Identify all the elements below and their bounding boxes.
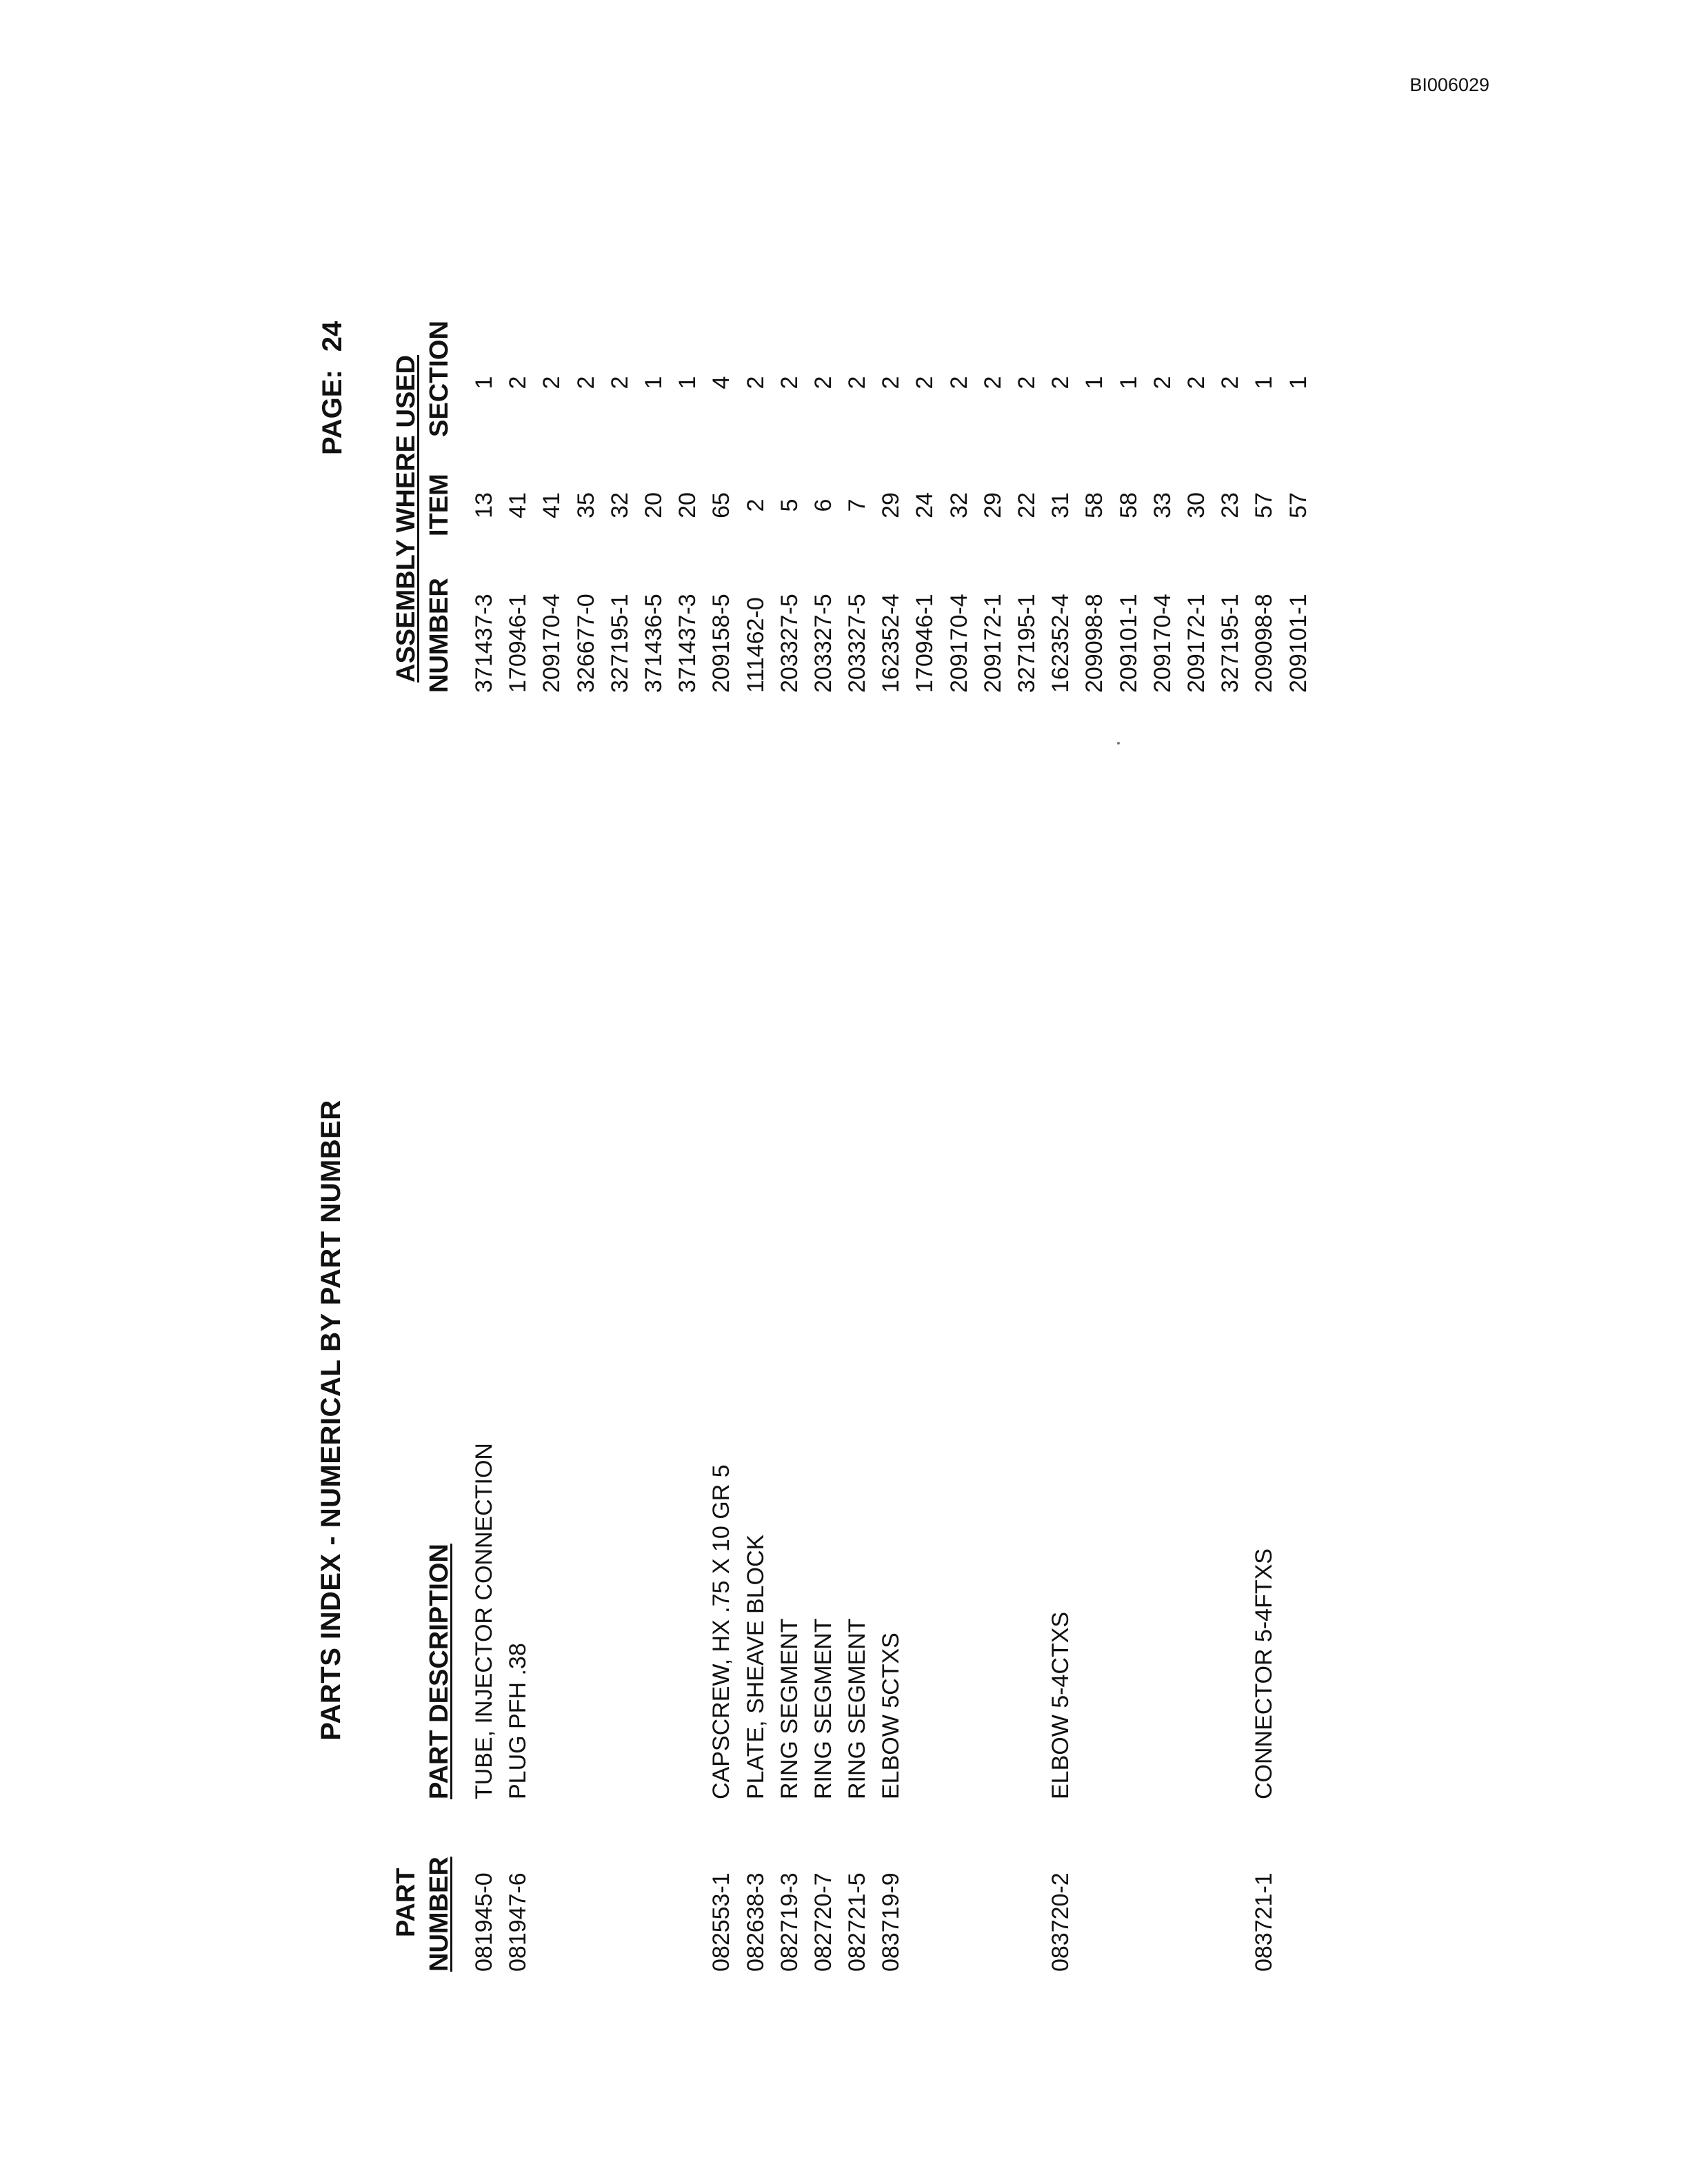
assembly-number-cell: 326677-0 bbox=[572, 594, 599, 693]
section-cell: 2 bbox=[1047, 376, 1074, 390]
header-assembly-where-used: ASSEMBLY WHERE USED bbox=[392, 354, 421, 682]
part-number-cell: 082720-7 bbox=[810, 1872, 836, 1972]
item-cell: 58 bbox=[1081, 492, 1108, 518]
item-cell: 24 bbox=[912, 492, 938, 518]
part-number-cell bbox=[1078, 1872, 1112, 1972]
part-description-cell: RING SEGMENT bbox=[776, 1618, 803, 1799]
assembly-number-cell: 203327-5 bbox=[776, 594, 803, 693]
section-column bbox=[468, 331, 1316, 434]
assembly-number-cell: 371436-5 bbox=[640, 594, 667, 693]
item-cell: 6 bbox=[810, 498, 836, 512]
item-cell: 31 bbox=[1047, 492, 1074, 518]
part-number-cell bbox=[1112, 1872, 1146, 1972]
speck-mark bbox=[1117, 742, 1120, 745]
assembly-number-cell: 371437-3 bbox=[471, 594, 497, 693]
part-description-cell bbox=[908, 1443, 942, 1799]
part-description-cell: ELBOW 5-4CTXS bbox=[1047, 1611, 1074, 1799]
item-cell: 57 bbox=[1251, 492, 1278, 518]
part-description-cell bbox=[943, 1443, 976, 1799]
header-section: SECTION bbox=[425, 321, 454, 437]
part-number-cell bbox=[1146, 1872, 1180, 1972]
section-cell: 2 bbox=[776, 376, 803, 390]
section-cell: 2 bbox=[979, 376, 1006, 390]
assembly-number-cell: 209101-1 bbox=[1285, 594, 1312, 693]
page-number: 24 bbox=[317, 321, 348, 352]
part-number-cell: 083721-1 bbox=[1251, 1872, 1278, 1972]
section-cell: 2 bbox=[844, 376, 871, 390]
item-cell: 29 bbox=[979, 492, 1006, 518]
section-cell: 2 bbox=[1014, 376, 1040, 390]
section-cell: 2 bbox=[572, 376, 599, 390]
part-number-cell bbox=[603, 1872, 637, 1972]
assembly-number-cell: 203327-5 bbox=[810, 594, 836, 693]
rotated-page bbox=[303, 103, 1545, 2034]
assembly-number-cell: 209098-8 bbox=[1081, 594, 1108, 693]
section-cell: 1 bbox=[471, 376, 497, 390]
assembly-number-cell: 209170-4 bbox=[945, 594, 972, 693]
assembly-number-cell: 209172-1 bbox=[979, 594, 1006, 693]
assembly-number-cell: 209098-8 bbox=[1251, 594, 1278, 693]
item-cell: 20 bbox=[674, 492, 701, 518]
part-number-cell bbox=[1214, 1872, 1247, 1972]
section-cell: 2 bbox=[742, 376, 769, 390]
assembly-number-cell: 209158-5 bbox=[708, 594, 735, 693]
part-number-cell bbox=[1180, 1872, 1214, 1972]
item-cell: 5 bbox=[776, 498, 803, 512]
section-cell: 2 bbox=[1217, 376, 1244, 390]
item-cell: 2 bbox=[742, 498, 769, 512]
header-part: PART bbox=[392, 1868, 421, 1937]
assembly-number-cell: 209170-4 bbox=[1149, 594, 1176, 693]
part-number-cell bbox=[943, 1872, 976, 1972]
assembly-number-cell: 162352-4 bbox=[1047, 594, 1074, 693]
part-description-cell: RING SEGMENT bbox=[810, 1618, 836, 1799]
part-description-cell bbox=[570, 1443, 603, 1799]
item-cell: 35 bbox=[572, 492, 599, 518]
item-cell: 41 bbox=[539, 492, 565, 518]
part-number-cell bbox=[908, 1872, 942, 1972]
assembly-number-cell: 209170-4 bbox=[539, 594, 565, 693]
part-number-cell bbox=[671, 1872, 705, 1972]
part-description-cell bbox=[1282, 1443, 1316, 1799]
section-cell: 2 bbox=[810, 376, 836, 390]
part-description-cell bbox=[976, 1443, 1010, 1799]
assembly-number-cell: 203327-5 bbox=[844, 594, 871, 693]
assembly-number-column bbox=[468, 594, 1316, 693]
part-number-cell: 081947-6 bbox=[505, 1872, 532, 1972]
part-number-cell bbox=[637, 1872, 671, 1972]
item-cell: 32 bbox=[606, 492, 633, 518]
part-number-cell: 081945-0 bbox=[471, 1872, 497, 1972]
part-number-cell: 082553-1 bbox=[708, 1872, 735, 1972]
assembly-number-cell: 371437-3 bbox=[674, 594, 701, 693]
part-number-cell bbox=[1010, 1872, 1044, 1972]
header-assembly-number: NUMBER bbox=[425, 578, 454, 693]
part-description-cell: CONNECTOR 5-4FTXS bbox=[1251, 1548, 1278, 1799]
item-column bbox=[468, 481, 1316, 529]
part-description-cell bbox=[1214, 1443, 1247, 1799]
page-title: PARTS INDEX - NUMERICAL BY PART NUMBER bbox=[316, 1100, 346, 1741]
section-cell: 2 bbox=[912, 376, 938, 390]
item-cell: 7 bbox=[844, 498, 871, 512]
assembly-number-cell: 327195-1 bbox=[1217, 594, 1244, 693]
part-description-cell bbox=[1010, 1443, 1044, 1799]
part-number-cell bbox=[976, 1872, 1010, 1972]
part-description-cell: PLUG PFH .38 bbox=[505, 1643, 532, 1799]
page-label: PAGE: bbox=[317, 370, 348, 455]
part-number-cell: 083720-2 bbox=[1047, 1872, 1074, 1972]
item-cell: 32 bbox=[945, 492, 972, 518]
assembly-number-cell: 327195-1 bbox=[1014, 594, 1040, 693]
header-item: ITEM bbox=[425, 474, 454, 536]
item-cell: 20 bbox=[640, 492, 667, 518]
part-description-cell: CAPSCREW, HX .75 X 10 GR 5 bbox=[708, 1464, 735, 1799]
part-number-cell: 082719-3 bbox=[776, 1872, 803, 1972]
header-part-number: NUMBER bbox=[425, 1857, 454, 1972]
assembly-number-cell: 111462-0 bbox=[742, 597, 769, 693]
item-cell: 65 bbox=[708, 492, 735, 518]
item-cell: 22 bbox=[1014, 492, 1040, 518]
section-cell: 2 bbox=[505, 376, 532, 390]
item-cell: 29 bbox=[878, 492, 905, 518]
item-cell: 13 bbox=[471, 492, 497, 518]
section-cell: 1 bbox=[1081, 376, 1108, 390]
assembly-number-cell: 162352-4 bbox=[878, 594, 905, 693]
part-number-cell bbox=[570, 1872, 603, 1972]
item-cell: 33 bbox=[1149, 492, 1176, 518]
part-description-cell bbox=[535, 1443, 569, 1799]
part-description-column bbox=[468, 1443, 1316, 1799]
part-number-column bbox=[468, 1872, 1316, 1972]
section-cell: 2 bbox=[539, 376, 565, 390]
section-cell: 2 bbox=[1183, 376, 1209, 390]
section-cell: 2 bbox=[945, 376, 972, 390]
part-number-cell bbox=[1282, 1872, 1316, 1972]
page-indicator bbox=[317, 321, 348, 455]
section-cell: 1 bbox=[1115, 376, 1142, 390]
part-description-cell bbox=[603, 1443, 637, 1799]
item-cell: 58 bbox=[1115, 492, 1142, 518]
part-number-cell bbox=[535, 1872, 569, 1972]
item-cell: 57 bbox=[1285, 492, 1312, 518]
part-description-cell bbox=[1146, 1443, 1180, 1799]
section-cell: 1 bbox=[674, 376, 701, 390]
part-description-cell bbox=[1078, 1443, 1112, 1799]
section-cell: 4 bbox=[708, 376, 735, 390]
section-cell: 1 bbox=[640, 376, 667, 390]
assembly-number-cell: 327195-1 bbox=[606, 594, 633, 693]
part-description-cell: ELBOW 5CTXS bbox=[878, 1632, 905, 1799]
item-cell: 23 bbox=[1217, 492, 1244, 518]
header-part-description: PART DESCRIPTION bbox=[425, 1544, 454, 1799]
part-number-cell: 082638-3 bbox=[742, 1872, 769, 1972]
part-description-cell bbox=[671, 1443, 705, 1799]
part-description-cell bbox=[1112, 1443, 1146, 1799]
section-cell: 1 bbox=[1251, 376, 1278, 390]
item-cell: 30 bbox=[1183, 492, 1209, 518]
assembly-number-cell: 209172-1 bbox=[1183, 594, 1209, 693]
part-number-cell: 083719-9 bbox=[878, 1872, 905, 1972]
section-cell: 2 bbox=[1149, 376, 1176, 390]
item-cell: 41 bbox=[505, 492, 532, 518]
assembly-number-cell: 209101-1 bbox=[1115, 594, 1142, 693]
part-description-cell bbox=[1180, 1443, 1214, 1799]
assembly-number-cell: 170946-1 bbox=[912, 594, 938, 693]
section-cell: 1 bbox=[1285, 376, 1312, 390]
part-description-cell: RING SEGMENT bbox=[844, 1618, 871, 1799]
bates-number: BI006029 bbox=[1409, 74, 1489, 95]
part-description-cell bbox=[637, 1443, 671, 1799]
part-description-cell: PLATE, SHEAVE BLOCK bbox=[742, 1534, 769, 1799]
part-description-cell: TUBE, INJECTOR CONNECTION bbox=[471, 1443, 497, 1799]
part-number-cell: 082721-5 bbox=[844, 1872, 871, 1972]
section-cell: 2 bbox=[606, 376, 633, 390]
assembly-number-cell: 170946-1 bbox=[505, 594, 532, 693]
section-cell: 2 bbox=[878, 376, 905, 390]
